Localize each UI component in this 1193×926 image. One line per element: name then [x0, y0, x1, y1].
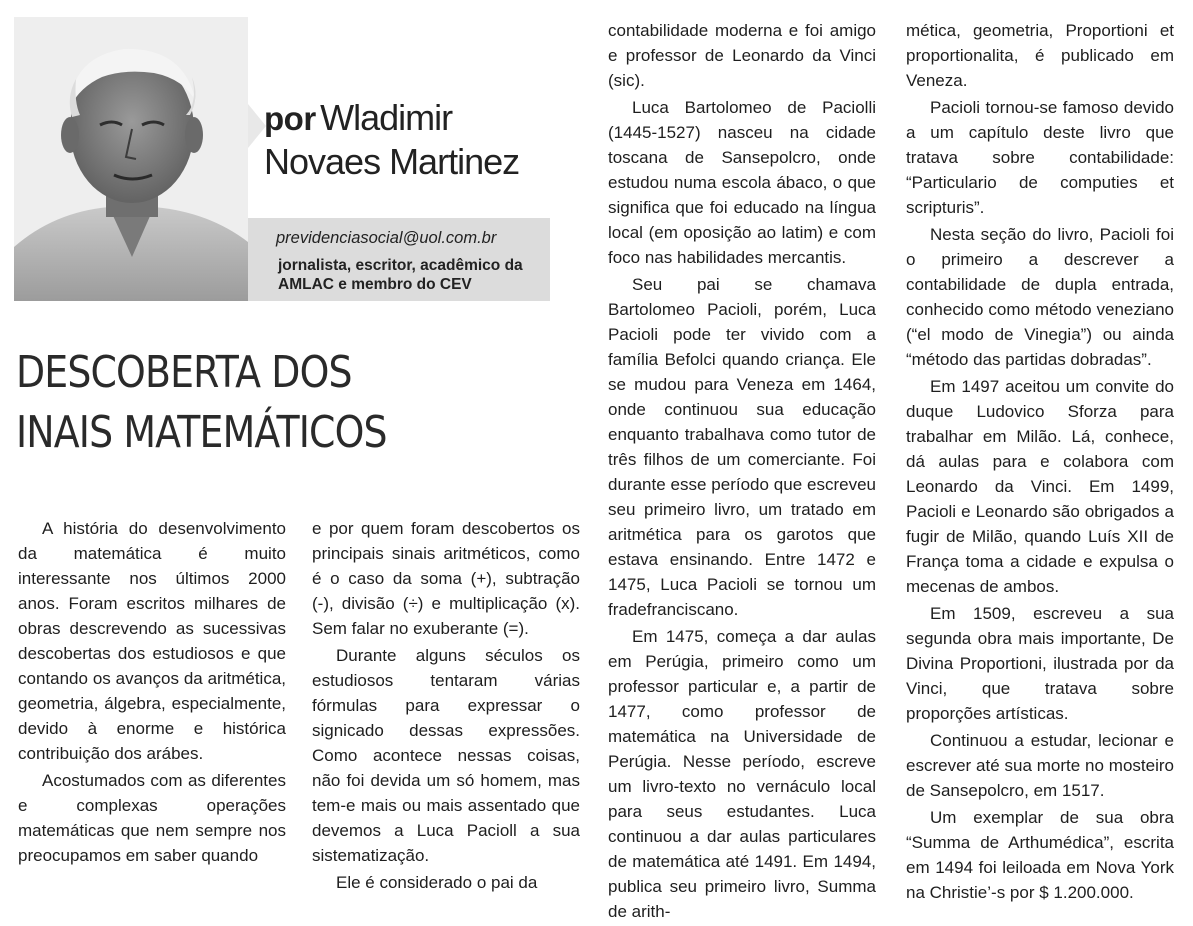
paragraph: e por quem foram descobertos os principais sinais aritméticos, como é o caso da soma (+), subtração (-), divisão (÷) e multiplicação (x). Sem falar no exuberante (=).	[312, 519, 580, 638]
paragraph: Seu pai se chamava Bartolomeo Pacioli, porém, Luca Pacioli pode ter vivido com a família Befolci quando criança. Ele se mudou para Veneza em 1464, onde continuou sua educação enquanto trabalhava como tutor de três filhos de um comerciante. Foi durante esse período que escreveu seu primeiro livro, um tratado em aritmética para os garotos que estava ensinando. Entre 1472 e 1475, Luca Pacioli se tornou um fradefranciscano.	[608, 275, 876, 619]
paragraph: Luca Bartolomeo de Paciolli (1445-1527) nasceu na cidade toscana de Sansepolcro, onde estudou numa escola ábaco, o que significa que foi educado na língua local (em oposição ao latim) e com foco nas habilidades mercantis.	[608, 98, 876, 267]
paragraph: Nesta seção do livro, Pacioli foi o primeiro a descrever a contabilidade de dupla entrada, conhecido como método veneziano (“el modo de Vinegia”) ou ainda “método das partidas dobradas”.	[906, 225, 1174, 369]
author-portrait-illustration	[14, 17, 248, 301]
article-headline	[16, 343, 498, 463]
paragraph: Ele é considerado o pai da	[336, 873, 538, 892]
paragraph: Em 1509, escreveu a sua segunda obra mais importante, De Divina Proportioni, ilustrada por da Vinci, que tratava sobre proporções artísticas.	[906, 604, 1174, 723]
author-last-name: Novaes Martinez	[264, 141, 520, 182]
author-byline	[264, 96, 554, 184]
paragraph: Em 1497 aceitou um convite do duque Ludovico Sforza para trabalhar em Milão. Lá, conhece, dá aulas para e colabora com Leonardo da Vinci. Em 1499, Pacioli e Leonardo são obrigados a fugir de Milão, quando Luís XII de França toma a cidade e expulsa o mecenas de ambos.	[906, 377, 1174, 596]
article-column-1	[18, 516, 286, 870]
paragraph: Continuou a estudar, lecionar e escrever até sua morte no mosteiro de Sansepolcro, em 1517.	[906, 731, 1174, 800]
article-column-2	[312, 516, 580, 897]
paragraph: Um exemplar de sua obra “Summa de Arthumédica”, escrita em 1494 foi leiloada em Nova York na Christie’-s por $ 1.200.000.	[906, 808, 1174, 902]
paragraph: Pacioli tornou-se famoso devido a um capítulo deste livro que tratava sobre contabilidade: “Particulario de computies et scripturis”.	[906, 98, 1174, 217]
paragraph: contabilidade moderna e foi amigo e professor de Leonardo da Vinci (sic).	[608, 21, 876, 90]
author-email: previdenciasocial@uol.com.br	[276, 229, 497, 247]
author-prefix: por	[264, 100, 316, 137]
paragraph: Em 1475, começa a dar aulas em Perúgia, primeiro como um professor particular e, a partir de 1477, como professor de matemática na Universidade de Perúgia. Nesse período, escreve um livro-texto no vernáculo local para seus estudantes. Luca continuou a dar aulas particulares de matemática até 1491. Em 1494, publica seu primeiro livro, Summa de arith-	[608, 627, 876, 921]
author-photo	[14, 17, 248, 301]
article-column-3	[608, 18, 876, 926]
paragraph: Acostumados com as diferentes e complexas operações matemáticas que nem sempre nos preocupamos em saber quando	[18, 771, 286, 865]
paragraph: Durante alguns séculos os estudiosos tentaram várias fórmulas para expressar o signicado dessas expressões. Como acontece nessas coisas, não foi devida um só homem, mas tem-e mais ou mais assentado que devemos a Luca Pacioll a sua sistematização.	[312, 646, 580, 865]
author-contact-box	[248, 218, 550, 301]
author-first-name: Wladimir	[320, 97, 453, 138]
paragraph: mética, geometria, Proportioni et proportionalita, é publicado em Veneza.	[906, 21, 1174, 90]
headline-line-2: INAIS MATEMÁTICOS	[16, 407, 387, 458]
author-credentials: jornalista, escritor, acadêmico da AMLAC e membro do CEV	[278, 257, 523, 293]
headline-line-1: DESCOBERTA DOS	[16, 347, 352, 398]
author-name-line1	[264, 96, 554, 140]
article-column-4	[906, 18, 1174, 907]
paragraph: A história do desenvolvimento da matemática é muito interessante nos últimos 2000 anos. Foram escritos milhares de obras descrevendo as sucessivas descobertas dos estudiosos e que contando os avanços da aritmética, geometria, álgebra, especialmente, devido à enorme e histórica contribuição dos arábes.	[18, 519, 286, 763]
